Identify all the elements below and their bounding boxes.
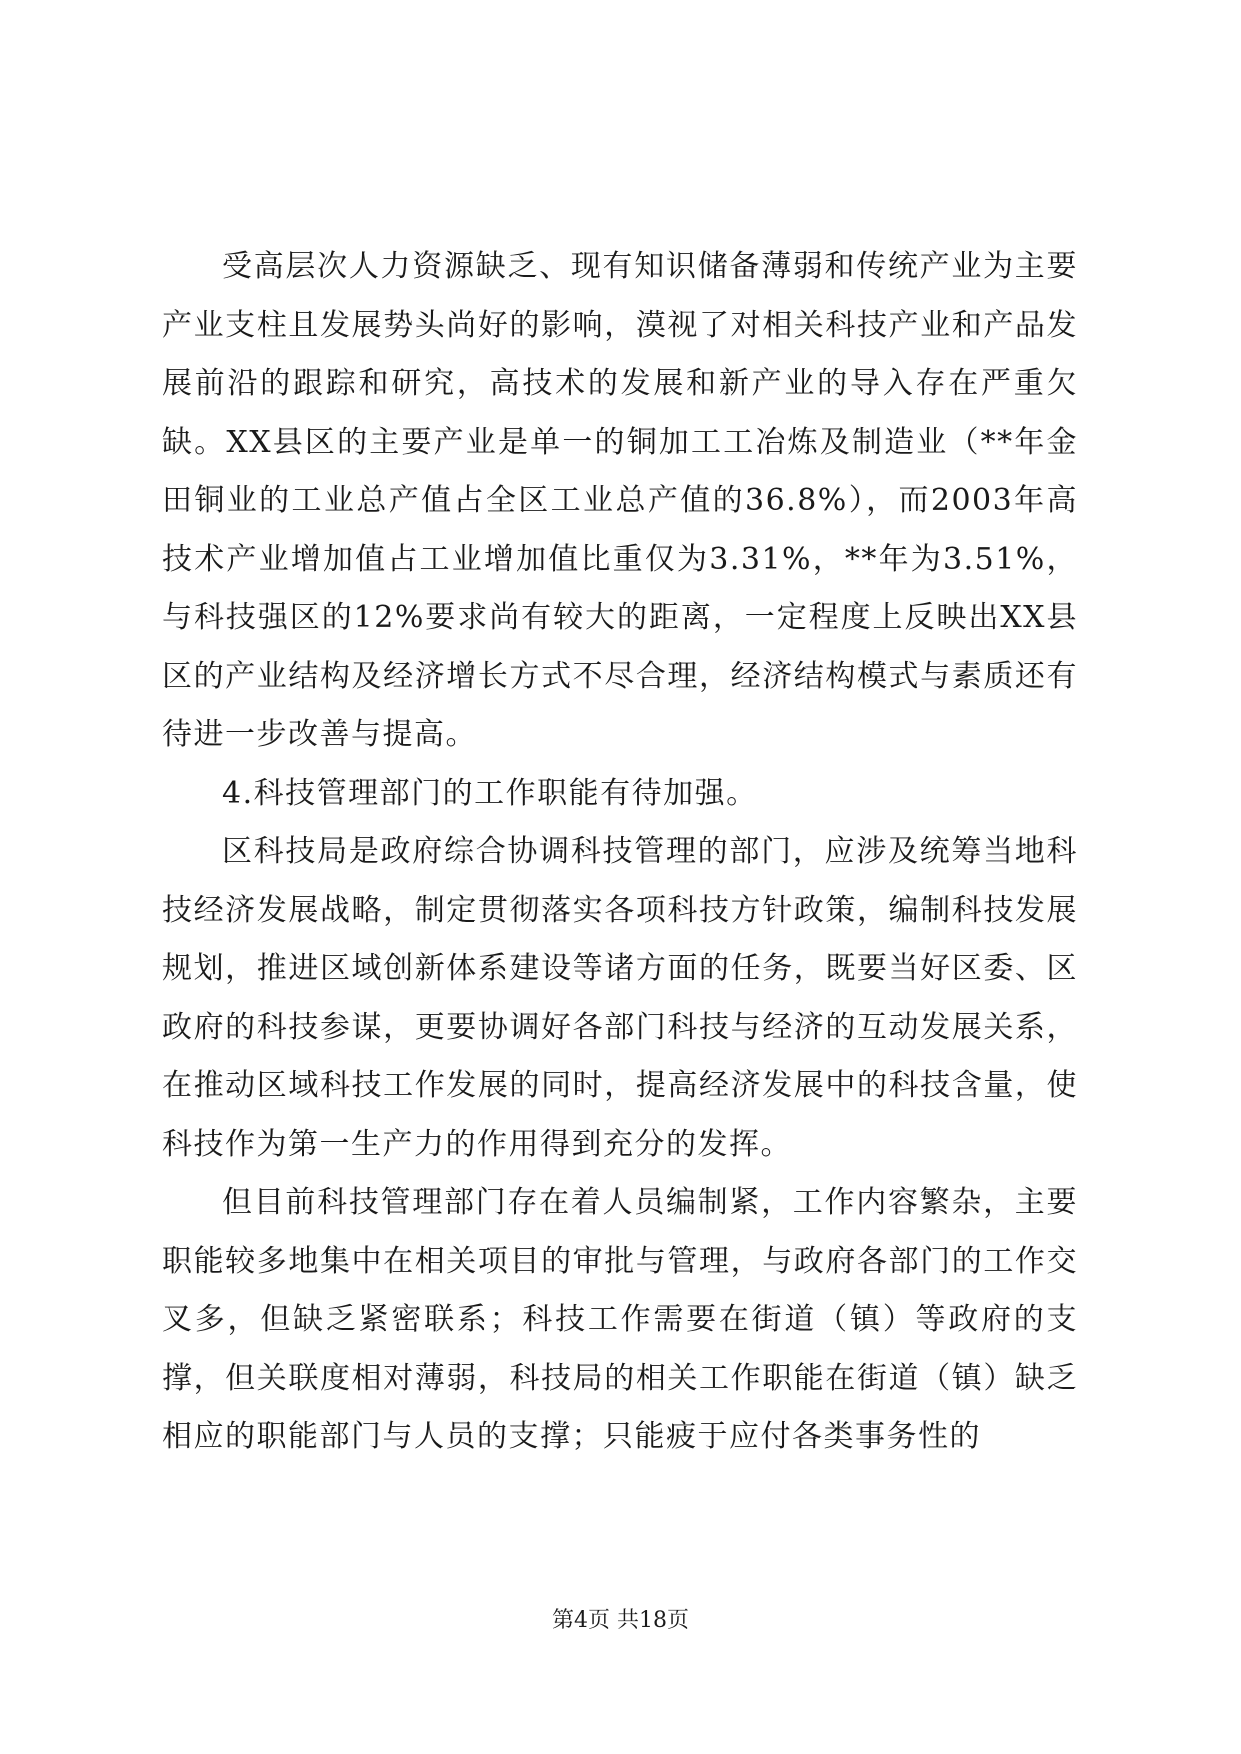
page-number-label: 第4页 共18页 (552, 1608, 689, 1633)
paragraph-tech-bureau-role: 区科技局是政府综合协调科技管理的部门，应涉及统筹当地科技经济发展战略，制定贯彻落实各项科技方针政策，编制科技发展规划，推进区域创新体系建设等诸方面的任务，既要当好区委、区政府的科技参谋，更要协调好各部门科技与经济的互动发展关系，在推动区域科技工作发展的同时，提高经济发展中的科技含量，使科技作为第一生产力的作用得到充分的发挥。 (162, 834, 1078, 1162)
document-body (162, 238, 1078, 1467)
paragraph-current-problems: 但目前科技管理部门存在着人员编制紧，工作内容繁杂，主要职能较多地集中在相关项目的审批与管理，与政府各部门的工作交叉多，但缺乏紧密联系；科技工作需要在街道（镇）等政府的支撑，但关联度相对薄弱，科技局的相关工作职能在街道（镇）缺乏相应的职能部门与人员的支撑；只能疲于应付各类事务性的 (162, 1185, 1078, 1454)
paragraph-industry-structure: 受高层次人力资源缺乏、现有知识储备薄弱和传统产业为主要产业支柱且发展势头尚好的影响，漠视了对相关科技产业和产品发展前沿的跟踪和研究，高技术的发展和新产业的导入存在严重欠缺。XX县区的主要产业是单一的铜加工工冶炼及制造业（**年金田铜业的工业总产值占全区工业总产值的36.8%），而2003年高技术产业增加值占工业增加值比重仅为3.31%，**年为3.51%，与科技强区的12%要求尚有较大的距离，一定程度上反映出XX县区的产业结构及经济增长方式不尽合理，经济结构模式与素质还有待进一步改善与提高。 (162, 249, 1078, 752)
page-footer (0, 1603, 1241, 1634)
section-heading-4: 4.科技管理部门的工作职能有待加强。 (222, 775, 758, 811)
